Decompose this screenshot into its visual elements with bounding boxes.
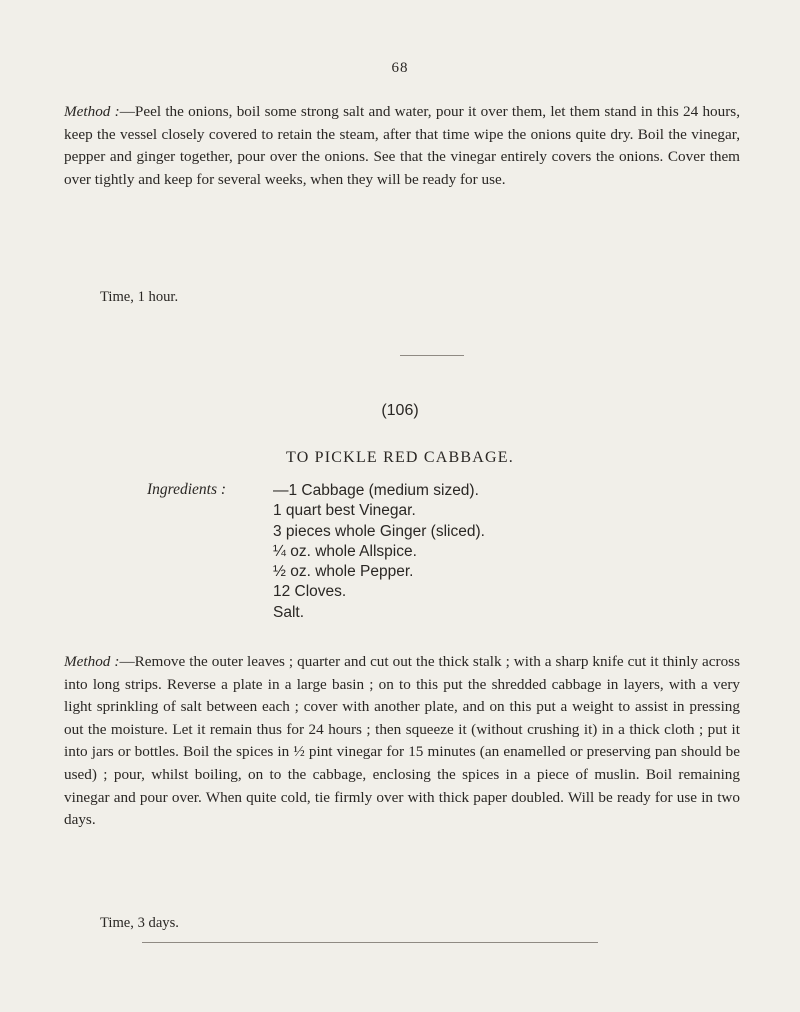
section-divider: [400, 355, 464, 356]
recipe-title: TO PICKLE RED CABBAGE.: [286, 449, 514, 466]
ingredient-item: ½ oz. whole Pepper.: [273, 563, 414, 581]
ingredient-item: Salt.: [273, 603, 305, 621]
ingredient-item: 3 pieces whole Ginger (sliced).: [273, 522, 485, 540]
previous-method-paragraph: [64, 101, 740, 191]
method-paragraph: [64, 651, 740, 832]
ingredient-item: 1 quart best Vinegar.: [273, 502, 416, 520]
previous-method-text: —Peel the onions, boil some strong salt and water, pour it over them, let them stand in this 24 hours, keep the vessel closely covered to retain the steam, after that time wipe the onions quite dry. Boil the vinegar, pepper and ginger together, pour over the onions. See that the vinegar entirely covers the onions. Cover them over tightly and keep for several weeks, when they will be ready for use.: [64, 103, 740, 188]
previous-method-label: Method :: [64, 103, 120, 120]
end-divider: [142, 942, 598, 943]
method-text: —Remove the outer leaves ; quarter and cut out the thick stalk ; with a sharp knife cut it thinly across into long strips. Reverse a plate in a large basin ; on to this put the shredded cabbage in layers, with a very light sprinkling of salt between each ; cover with another plate, and on this put a weight to assist in pressing out the moisture. Let it remain thus for 24 hours ; then squeeze it (without crushing it) in a thick cloth ; put it into jars or bottles. Boil the spices in ½ pint vinegar for 15 minutes (an enamelled or preserving pan should be used) ; pour, whilst boiling, on to the cabbage, enclosing the spices in a piece of muslin. Boil remaining vinegar and pour over. When quite cold, tie firmly over with thick paper doubled. Will be ready for use in two days.: [64, 653, 740, 829]
recipe-number: (106): [381, 402, 419, 419]
method-label: Method :: [64, 653, 120, 670]
ingredient-item: 12 Cloves.: [273, 583, 347, 601]
ingredient-item: —1 Cabbage (medium sized).: [273, 482, 479, 499]
ingredient-list: [273, 481, 485, 623]
ingredient-item: ¼ oz. whole Allspice.: [273, 542, 417, 560]
recipe-time: Time, 3 days.: [100, 915, 179, 931]
page-number: 68: [391, 60, 409, 76]
previous-time: Time, 1 hour.: [100, 289, 179, 305]
ingredients-label: Ingredients :: [147, 481, 227, 498]
